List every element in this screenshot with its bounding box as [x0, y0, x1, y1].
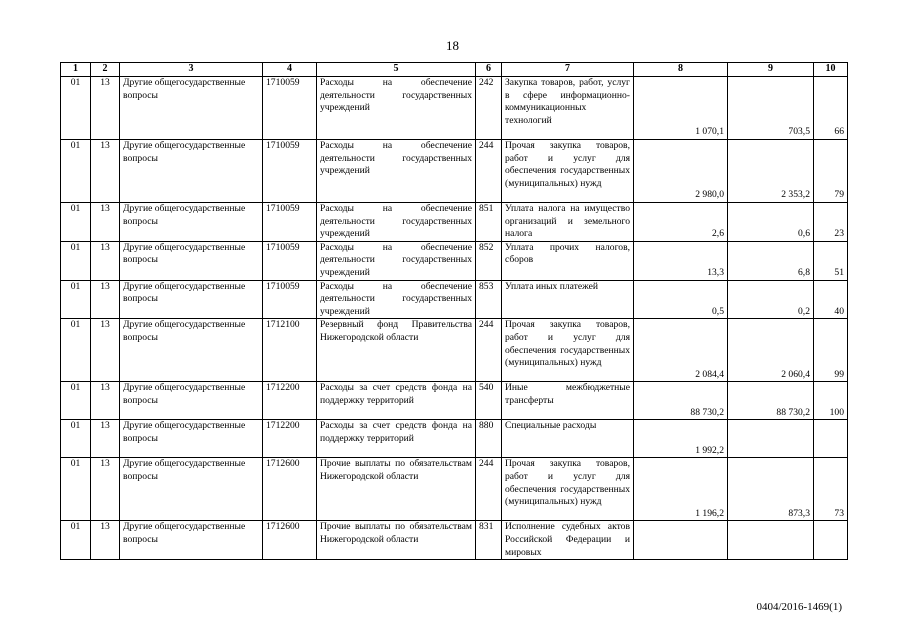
table-row [61, 280, 848, 319]
cell-section-name: Другие общегосударственные вопросы [120, 420, 263, 458]
cell-section-name: Другие общегосударственные вопросы [120, 280, 263, 319]
page-number: 18 [446, 38, 459, 53]
cell-type-name: Уплата иных платежей [502, 280, 634, 319]
table-row [61, 521, 848, 560]
cell-type-code: 242 [476, 77, 502, 140]
document-code: 0404/2016-1469(1) [756, 601, 842, 613]
cell-plan-amount: 1 196,2 [634, 458, 728, 521]
cell-section-name: Другие общегосударственные вопросы [120, 382, 263, 420]
col-header-9: 9 [728, 63, 814, 77]
cell-type-code: 244 [476, 140, 502, 203]
cell-subsection-code: 13 [91, 521, 120, 560]
cell-actual-amount: 703,5 [728, 77, 814, 140]
cell-section-name: Другие общегосударственные вопросы [120, 203, 263, 242]
cell-actual-amount: 88 730,2 [728, 382, 814, 420]
cell-section-name: Другие общегосударственные вопросы [120, 140, 263, 203]
table-row [61, 458, 848, 521]
cell-plan-amount: 1 070,1 [634, 77, 728, 140]
cell-section-name: Другие общегосударственные вопросы [120, 458, 263, 521]
cell-expense-name: Расходы за счет средств фонда на поддержку территорий [317, 420, 476, 458]
cell-percent [814, 521, 848, 560]
cell-section-code: 01 [61, 140, 91, 203]
cell-plan-amount: 88 730,2 [634, 382, 728, 420]
cell-type-name: Исполнение судебных актов Российской Федерации и мировых [502, 521, 634, 560]
cell-type-name: Закупка товаров, работ, услуг в сфере информационно-коммуникационных технологий [502, 77, 634, 140]
cell-type-code: 880 [476, 420, 502, 458]
cell-type-code: 244 [476, 319, 502, 382]
col-header-5: 5 [317, 63, 476, 77]
cell-type-name: Прочая закупка товаров, работ и услуг для обеспечения государственных (муниципальных) нужд [502, 319, 634, 382]
cell-type-name: Специальные расходы [502, 420, 634, 458]
cell-actual-amount [728, 521, 814, 560]
cell-percent [814, 420, 848, 458]
table-row [61, 319, 848, 382]
cell-expense-name: Расходы на обеспечение деятельности государственных учреждений [317, 140, 476, 203]
cell-section-code: 01 [61, 382, 91, 420]
cell-actual-amount: 2 353,2 [728, 140, 814, 203]
cell-section-code: 01 [61, 521, 91, 560]
cell-target-code: 1710059 [263, 140, 317, 203]
col-header-6: 6 [476, 63, 502, 77]
cell-section-name: Другие общегосударственные вопросы [120, 319, 263, 382]
cell-section-code: 01 [61, 458, 91, 521]
cell-plan-amount: 2,6 [634, 203, 728, 242]
cell-target-code: 1710059 [263, 77, 317, 140]
cell-actual-amount [728, 420, 814, 458]
cell-percent: 73 [814, 458, 848, 521]
cell-actual-amount: 0,6 [728, 203, 814, 242]
cell-expense-name: Расходы на обеспечение деятельности государственных учреждений [317, 203, 476, 242]
cell-expense-name: Резервный фонд Правительства Нижегородской области [317, 319, 476, 382]
cell-expense-name: Расходы на обеспечение деятельности государственных учреждений [317, 241, 476, 280]
cell-section-name: Другие общегосударственные вопросы [120, 241, 263, 280]
cell-actual-amount: 0,2 [728, 280, 814, 319]
cell-type-name: Уплата прочих налогов, сборов [502, 241, 634, 280]
cell-section-name: Другие общегосударственные вопросы [120, 77, 263, 140]
cell-target-code: 1712600 [263, 521, 317, 560]
cell-subsection-code: 13 [91, 319, 120, 382]
cell-section-code: 01 [61, 420, 91, 458]
cell-plan-amount: 13,3 [634, 241, 728, 280]
cell-subsection-code: 13 [91, 241, 120, 280]
cell-subsection-code: 13 [91, 382, 120, 420]
cell-plan-amount: 2 084,4 [634, 319, 728, 382]
cell-expense-name: Расходы на обеспечение деятельности государственных учреждений [317, 280, 476, 319]
table-row [61, 203, 848, 242]
cell-expense-name: Расходы на обеспечение деятельности государственных учреждений [317, 77, 476, 140]
table-row [61, 77, 848, 140]
cell-section-code: 01 [61, 280, 91, 319]
table-row [61, 420, 848, 458]
col-header-8: 8 [634, 63, 728, 77]
cell-subsection-code: 13 [91, 458, 120, 521]
cell-type-code: 540 [476, 382, 502, 420]
cell-target-code: 1710059 [263, 280, 317, 319]
cell-type-code: 851 [476, 203, 502, 242]
cell-section-code: 01 [61, 203, 91, 242]
col-header-2: 2 [91, 63, 120, 77]
cell-actual-amount: 6,8 [728, 241, 814, 280]
cell-type-code: 853 [476, 280, 502, 319]
cell-type-name: Прочая закупка товаров, работ и услуг для обеспечения государственных (муниципальных) нужд [502, 458, 634, 521]
cell-actual-amount: 873,3 [728, 458, 814, 521]
col-header-10: 10 [814, 63, 848, 77]
cell-percent: 40 [814, 280, 848, 319]
cell-plan-amount: 0,5 [634, 280, 728, 319]
cell-expense-name: Прочие выплаты по обязательствам Нижегородской области [317, 521, 476, 560]
col-header-4: 4 [263, 63, 317, 77]
cell-subsection-code: 13 [91, 420, 120, 458]
cell-plan-amount [634, 521, 728, 560]
cell-target-code: 1710059 [263, 203, 317, 242]
cell-percent: 99 [814, 319, 848, 382]
cell-percent: 23 [814, 203, 848, 242]
cell-actual-amount: 2 060,4 [728, 319, 814, 382]
cell-expense-name: Прочие выплаты по обязательствам Нижегородской области [317, 458, 476, 521]
table-row [61, 241, 848, 280]
cell-section-code: 01 [61, 319, 91, 382]
cell-type-code: 244 [476, 458, 502, 521]
cell-target-code: 1712100 [263, 319, 317, 382]
cell-target-code: 1712200 [263, 382, 317, 420]
cell-subsection-code: 13 [91, 203, 120, 242]
cell-expense-name: Расходы за счет средств фонда на поддержку территорий [317, 382, 476, 420]
cell-subsection-code: 13 [91, 140, 120, 203]
cell-plan-amount: 1 992,2 [634, 420, 728, 458]
cell-target-code: 1710059 [263, 241, 317, 280]
col-header-1: 1 [61, 63, 91, 77]
cell-subsection-code: 13 [91, 77, 120, 140]
cell-type-code: 831 [476, 521, 502, 560]
cell-type-name: Уплата налога на имущество организаций и земельного налога [502, 203, 634, 242]
cell-section-code: 01 [61, 77, 91, 140]
table-row [61, 382, 848, 420]
cell-subsection-code: 13 [91, 280, 120, 319]
cell-plan-amount: 2 980,0 [634, 140, 728, 203]
cell-percent: 79 [814, 140, 848, 203]
cell-type-name: Иные межбюджетные трансферты [502, 382, 634, 420]
cell-percent: 66 [814, 77, 848, 140]
cell-percent: 100 [814, 382, 848, 420]
cell-target-code: 1712600 [263, 458, 317, 521]
cell-target-code: 1712200 [263, 420, 317, 458]
table-row [61, 140, 848, 203]
cell-percent: 51 [814, 241, 848, 280]
cell-section-code: 01 [61, 241, 91, 280]
cell-type-name: Прочая закупка товаров, работ и услуг для обеспечения государственных (муниципальных) нужд [502, 140, 634, 203]
cell-section-name: Другие общегосударственные вопросы [120, 521, 263, 560]
col-header-3: 3 [120, 63, 263, 77]
budget-table [60, 62, 848, 560]
header-row [61, 63, 848, 77]
col-header-7: 7 [502, 63, 634, 77]
cell-type-code: 852 [476, 241, 502, 280]
